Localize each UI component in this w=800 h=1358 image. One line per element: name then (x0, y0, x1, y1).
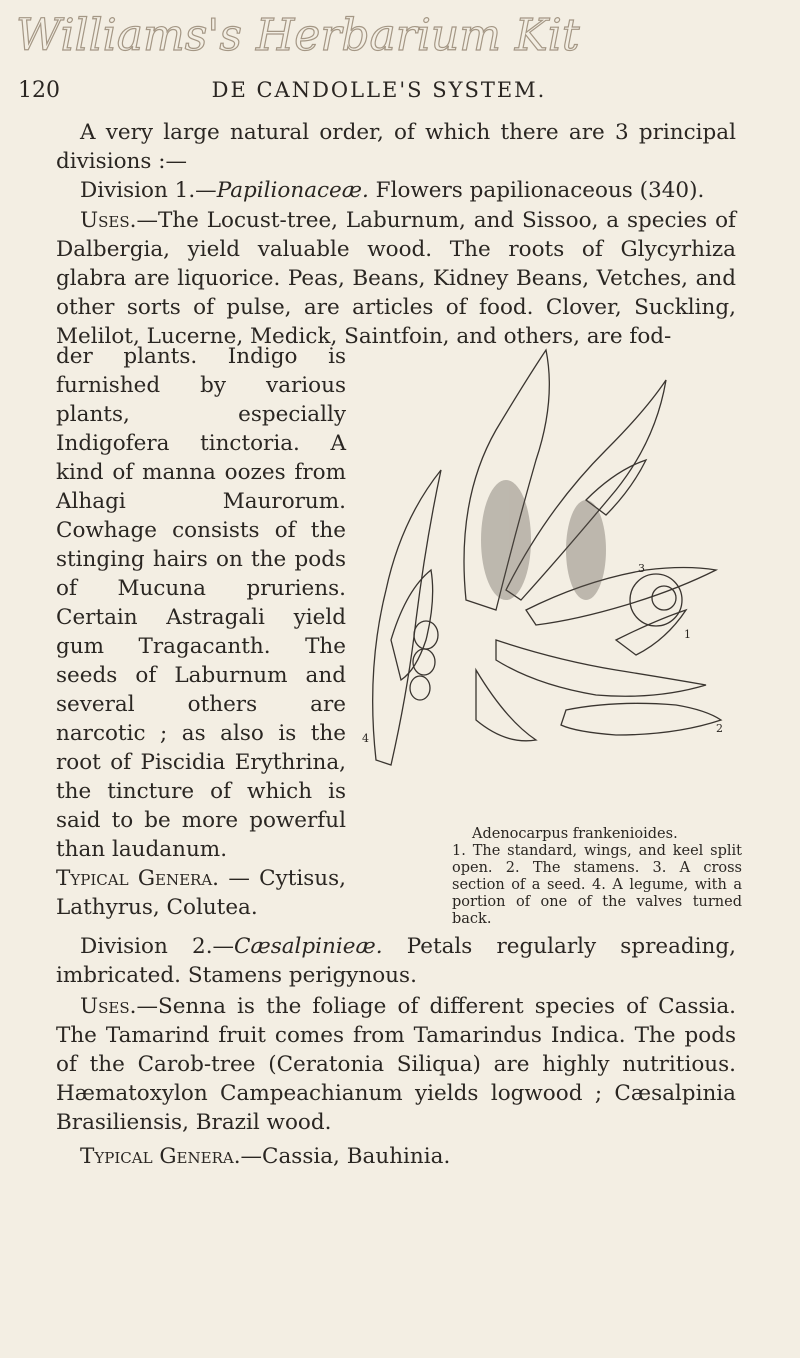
page-header (18, 78, 740, 108)
division1-uses-label: Uses. (80, 208, 137, 233)
intro-text: A very large natural order, of which there are 3 principal divisions :— (56, 120, 736, 174)
division1-genera-text: — Cytisus, Lathyrus, Colutea. (56, 866, 347, 920)
figure-label-2: 2 (716, 722, 723, 735)
division1-uses-text: —The Locust-tree, Laburnum, and Sissoo, a species of Dalbergia, yield valuable wood. The roots of Glycyrhiza glabra are liquorice. Peas, Beans, Kidney Beans, Vetches, and other sorts of pulse, are articles of food. Clover, Suckling, Melilot, Lucerne, Medick, Saintfoin, and others, are fod- (56, 208, 736, 349)
seed (410, 676, 430, 700)
stamen-column (561, 703, 721, 735)
flower-petal (496, 640, 706, 696)
division2-heading (56, 932, 736, 990)
division2-uses-text: —Senna is the foliage of different species of Cassia. The Tamarind fruit comes from Tamarindus Indica. The pods of the Carob-tree (Ceratonia Siliqua) are highly nutritious. Hæmatoxylon Campeachianum yields logwood ; Cæsalpinia Brasiliensis, Brazil wood. (56, 994, 736, 1135)
handwritten-annotation (10, 4, 580, 74)
figure-label-1: 1 (684, 628, 691, 641)
figure-label-3: 3 (638, 562, 645, 575)
seed-cross-section (630, 574, 682, 626)
running-head: DE CANDOLLE'S SYSTEM. (211, 78, 547, 102)
division1-uses-continued (56, 342, 346, 922)
caption-title: Adenocarpus frankenioides. (472, 826, 678, 842)
division2-genera-text: —Cassia, Bauhinia. (240, 1144, 451, 1169)
legume-valve (391, 570, 433, 680)
figure-caption (452, 826, 742, 928)
handwritten-text: Williams's Herbarium Kit (16, 10, 580, 61)
figure-label-4: 4 (362, 732, 369, 745)
division2-label: Division 2.— (80, 934, 235, 959)
division1-uses (56, 206, 736, 351)
division1-uses-cont-text: der plants. Indigo is furnished by various plants, especially Indigofera tinctoria. A kind of manna oozes from Alhagi Maurorum. Cowhage consists of the stinging hairs on the pods of Mucuna pruriens. Certain Astragali yield gum Tragacanth. The seeds of Laburnum and several others are narcotic ; as also is the root of Piscidia Erythrina, the tincture of which is said to be more powerful than laudanum. (56, 344, 346, 862)
flower-petal (476, 670, 536, 741)
botanical-illustration (346, 340, 736, 770)
division1-desc: Flowers papilionaceous (340). (368, 178, 705, 203)
page-number: 120 (18, 78, 60, 103)
division2-name: Cæsalpinieæ. (234, 934, 383, 959)
division1-label: Division 1.— (80, 178, 217, 203)
division2-uses (56, 992, 736, 1137)
division1-name: Papilionaceæ. (216, 178, 369, 203)
division2-uses-label: Uses. (80, 994, 137, 1019)
division1-genera-label: Typical Genera. (56, 866, 220, 891)
seed-cross-section-inner (652, 586, 676, 610)
intro-paragraph (56, 118, 736, 176)
flower-petal (526, 568, 716, 626)
seed (414, 621, 438, 649)
division1-heading (56, 176, 736, 205)
division2-genera (56, 1142, 736, 1171)
caption-text: 1. The standard, wings, and keel split open. 2. The stamens. 3. A cross section of a seed. 4. A legume, with a portion of one of the valves turned back. (452, 843, 742, 927)
division2-desc: Petals regularly spreading, imbricated. Stamens perigynous. (56, 934, 736, 988)
division2-genera-label: Typical Genera. (80, 1144, 241, 1169)
